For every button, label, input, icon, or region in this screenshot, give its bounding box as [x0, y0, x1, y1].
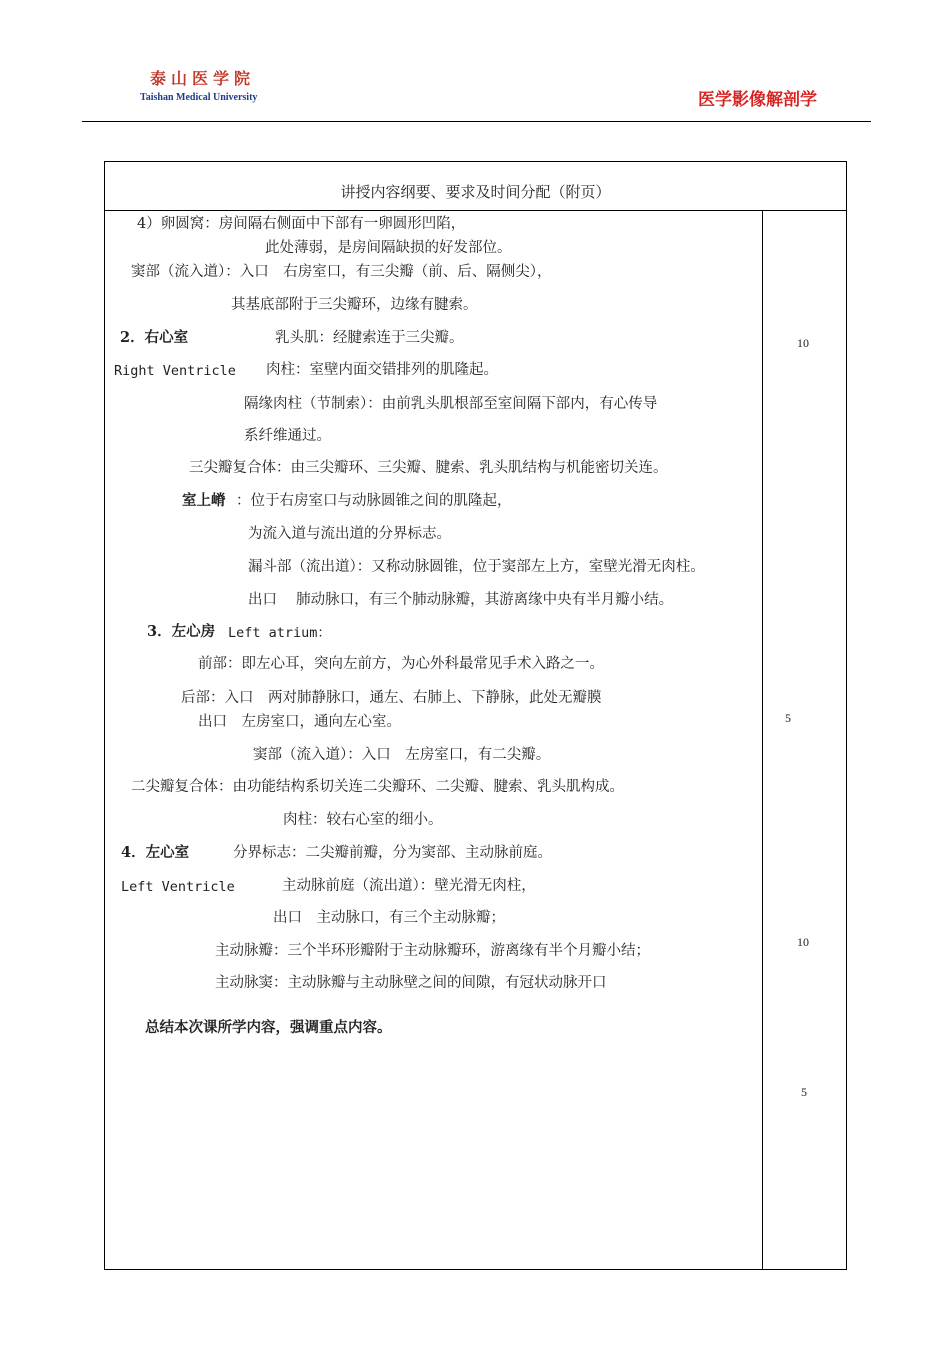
content-line: 此处薄弱，是房间隔缺损的好发部位。 — [265, 240, 512, 256]
content-line: 隔缘肉柱（节制索）：由前乳头肌根部至室间隔下部内，有心传导 — [244, 396, 658, 412]
content-line: 4）卵圆窝：房间隔右侧面中下部有一卵圆形凹陷， — [137, 216, 466, 232]
section-heading-right-ventricle: 2．右心室 — [120, 329, 189, 346]
content-line: 前部：即左心耳，突向左前方，为心外科最常见手术入路之一。 — [198, 656, 604, 672]
content-line: 其基底部附于三尖瓣环，边缘有腱索。 — [231, 297, 478, 313]
section-english-right-ventricle: Right Ventricle — [114, 363, 236, 379]
university-logo-english: Taishan Medical University — [140, 92, 258, 103]
content-line: 三尖瓣复合体：由三尖瓣环、三尖瓣、腱索、乳头肌结构与机能密切关连。 — [189, 460, 668, 476]
lesson-summary: 总结本次课所学内容，强调重点内容。 — [145, 1019, 392, 1036]
university-logo-chinese: 泰山医学院 — [150, 69, 256, 88]
time-column-divider — [762, 211, 763, 1269]
content-line: ：位于右房室口与动脉圆锥之间的肌隆起， — [236, 493, 512, 509]
content-line: 后部：入口 两对肺静脉口，通左、右肺上、下静脉，此处无瓣膜 — [181, 690, 602, 706]
content-line: 乳头肌：经腱索连于三尖瓣。 — [275, 330, 464, 346]
section-english-left-atrium: Left atrium： — [228, 625, 331, 641]
content-line: 为流入道与流出道的分界标志。 — [248, 526, 451, 542]
time-allocation-value: 5 — [785, 711, 791, 725]
time-allocation-value: 10 — [797, 935, 809, 949]
content-line: 主动脉前庭（流出道）：壁光滑无肉柱， — [282, 878, 536, 894]
content-line: 二尖瓣复合体：由功能结构系切关连二尖瓣环、二尖瓣、腱索、乳头肌构成。 — [131, 779, 624, 795]
content-line: 肉柱：较右心室的细小。 — [283, 812, 443, 828]
section-heading-left-ventricle: 4．左心室 — [121, 844, 190, 861]
time-allocation-value: 5 — [801, 1085, 807, 1099]
time-allocation-value: 10 — [797, 336, 809, 350]
page-header — [0, 0, 952, 125]
content-line: 主动脉窦：主动脉瓣与主动脉壁之间的间隙，有冠状动脉开口 — [215, 975, 607, 991]
content-line: 出口 主动脉口，有三个主动脉瓣； — [273, 910, 505, 926]
course-title: 医学影像解剖学 — [698, 90, 817, 110]
content-line: 分界标志：二尖瓣前瓣，分为窦部、主动脉前庭。 — [233, 845, 552, 861]
content-line: 系纤维通过。 — [244, 428, 331, 444]
content-line: 肉柱：室壁内面交错排列的肌隆起。 — [266, 362, 498, 378]
term-supraventricular-crest: 室上嵴 — [182, 492, 226, 509]
section-english-left-ventricle: Left Ventricle — [121, 879, 235, 895]
content-line: 出口 肺动脉口，有三个肺动脉瓣，其游离缘中央有半月瓣小结。 — [248, 592, 674, 608]
content-line: 窦部（流入道）：入口 左房室口，有二尖瓣。 — [253, 747, 551, 763]
header-divider — [82, 121, 871, 122]
section-heading-left-atrium: 3．左心房 — [147, 623, 216, 640]
content-line: 窦部（流入道）：入口 右房室口，有三尖瓣（前、后、隔侧尖）， — [131, 264, 552, 280]
content-line: 出口 左房室口，通向左心室。 — [198, 714, 401, 730]
content-line: 主动脉瓣：三个半环形瓣附于主动脉瓣环，游离缘有半个月瓣小结； — [215, 943, 650, 959]
content-line: 漏斗部（流出道）：又称动脉圆锥，位于窦部左上方，室壁光滑无肉柱。 — [248, 559, 705, 575]
table-title: 讲授内容纲要、要求及时间分配（附页） — [105, 162, 846, 211]
